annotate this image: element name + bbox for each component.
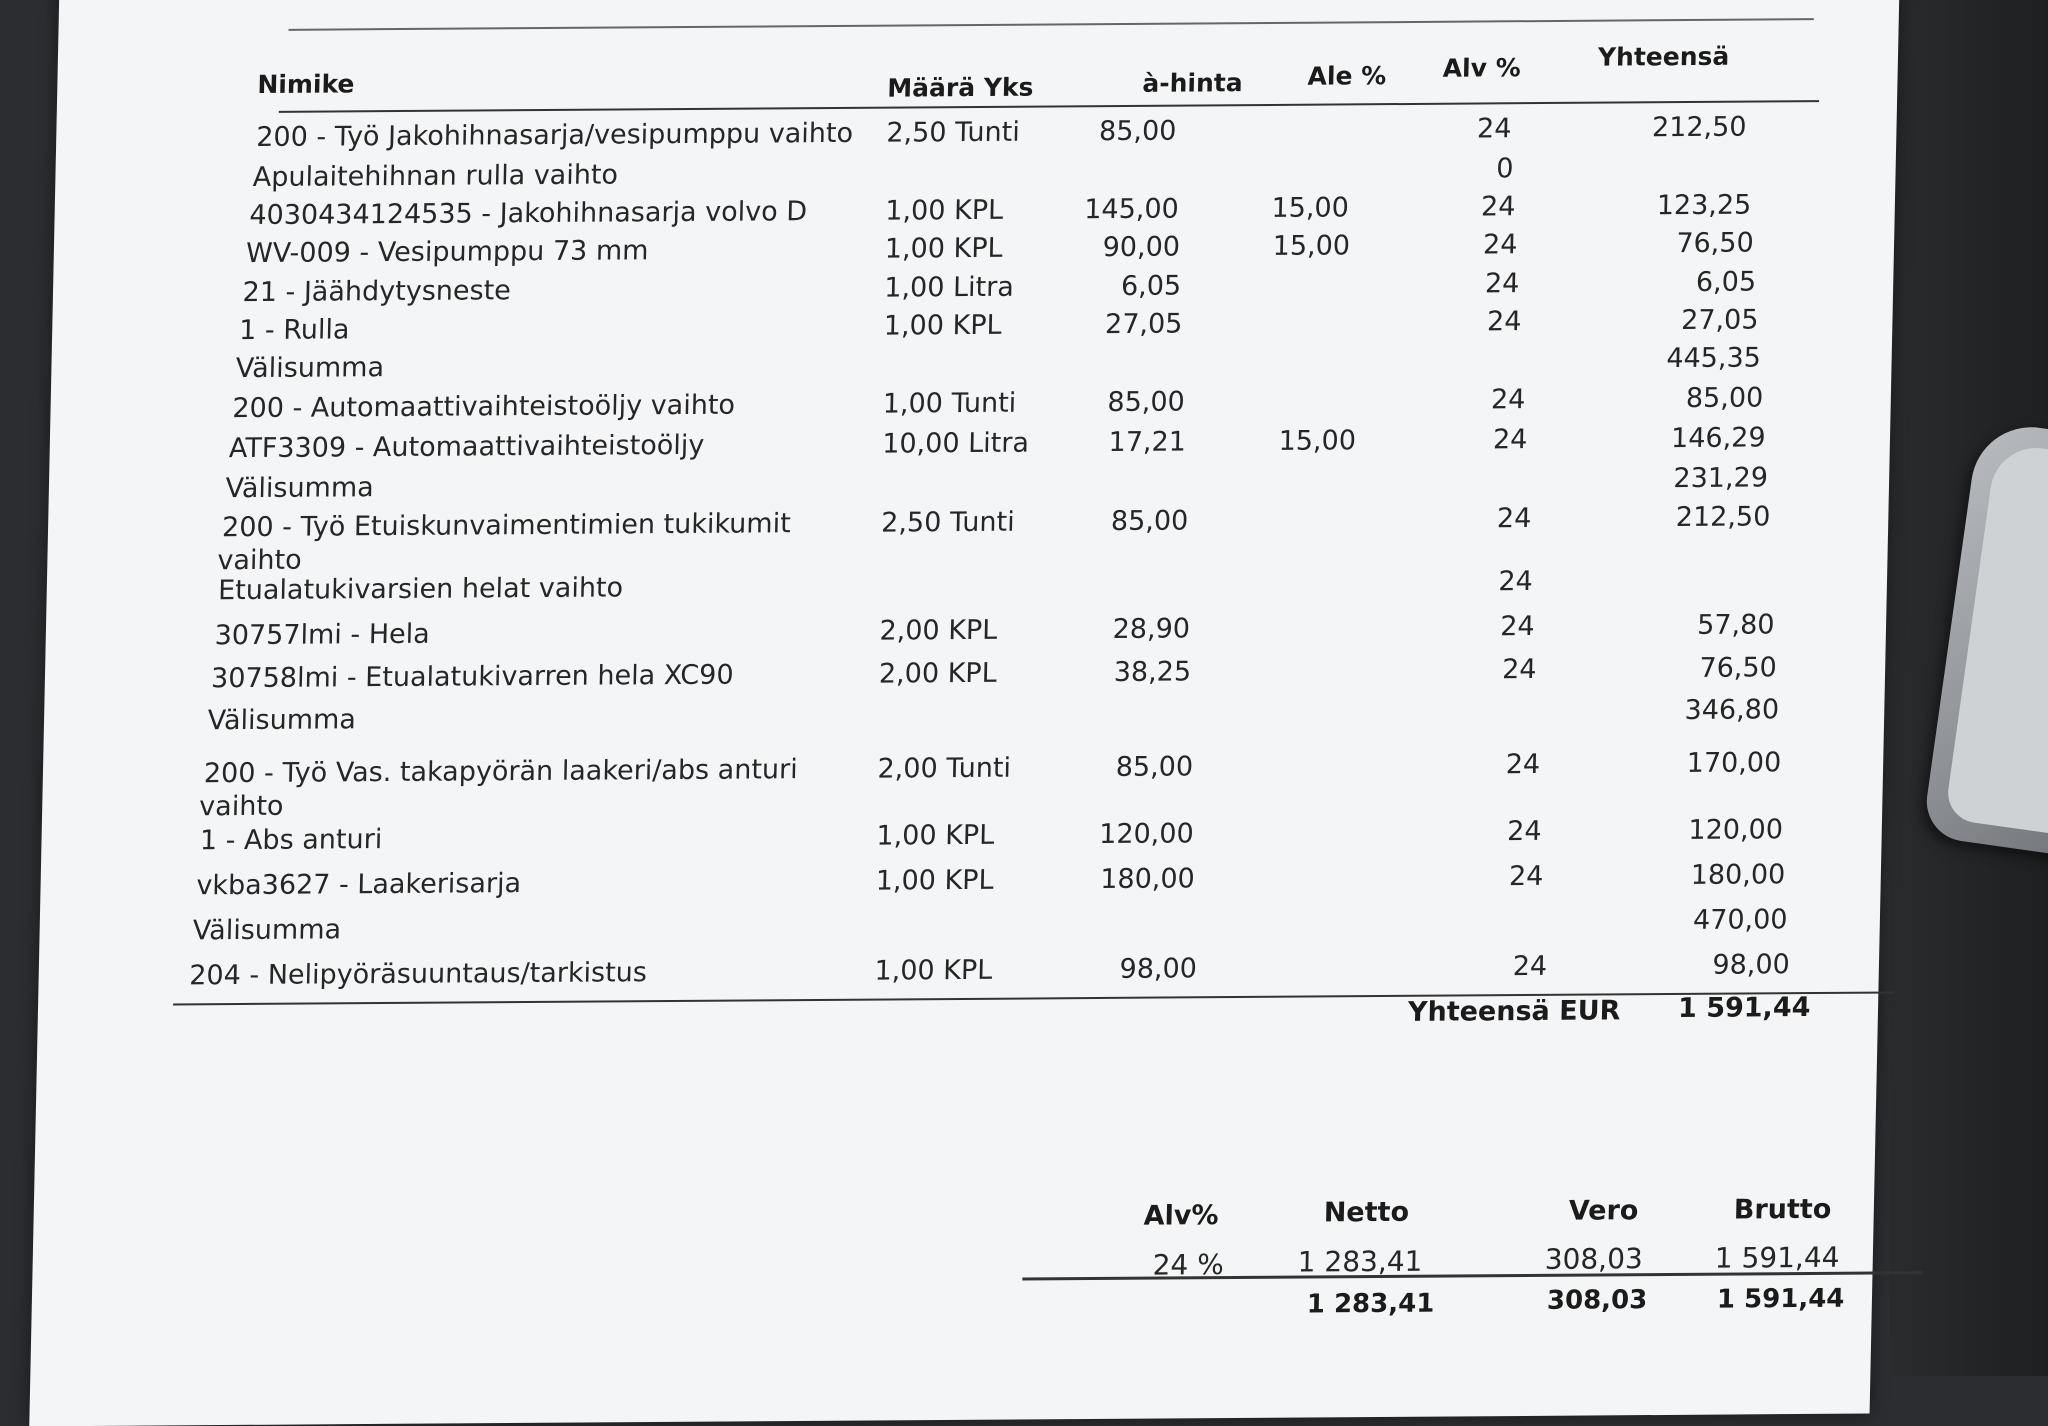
item-quantity: 1,00 Litra: [883, 271, 1015, 304]
item-total: 27,05: [1680, 304, 1759, 337]
item-vat-rate: 24: [1486, 306, 1522, 338]
item-description: ATF3309 - Automaattivaihteistoöljy: [228, 429, 705, 465]
item-quantity: 1,00 KPL: [874, 954, 993, 987]
item-total: 231,29: [1673, 462, 1769, 495]
item-description: Välisumma: [235, 352, 385, 385]
item-total: 212,50: [1651, 111, 1747, 144]
item-total: 470,00: [1692, 904, 1788, 936]
item-discount: [1163, 697, 1363, 698]
item-vat-rate: 24: [1498, 566, 1534, 598]
item-total: 445,35: [1666, 342, 1762, 375]
item-unit-price: 85,00: [1110, 505, 1189, 537]
vat-header-vero: Vero: [1568, 1195, 1639, 1227]
item-total: 212,50: [1675, 501, 1771, 534]
item-discount: 15,00: [1272, 230, 1351, 262]
item-discount: 15,00: [1271, 192, 1350, 224]
item-vat-rate: 24: [1501, 653, 1537, 686]
item-discount: [1166, 907, 1366, 908]
item-vat-rate: [1330, 464, 1530, 465]
item-unit-price: 27,05: [1104, 308, 1183, 341]
item-total: 180,00: [1690, 859, 1786, 891]
item-quantity: 2,50 Tunti: [880, 506, 1015, 539]
item-description: 30758lmi - Etualatukivarren hela XC90: [210, 659, 734, 695]
item-unit-price: 6,05: [1120, 270, 1182, 302]
invoice-paper: [29, 0, 1900, 1426]
item-total: 76,50: [1699, 652, 1778, 684]
item-total: 170,00: [1686, 747, 1782, 779]
item-quantity: 1,00 Tunti: [882, 387, 1017, 420]
item-description: 200 - Automaattivaihteistoöljy vaihto: [232, 389, 736, 425]
header-a-hinta: à-hinta: [1142, 68, 1243, 98]
item-total: 346,80: [1684, 694, 1780, 726]
item-description: Välisumma: [192, 914, 342, 947]
header-ale: Ale %: [1307, 61, 1387, 91]
vat-header-netto: Netto: [1323, 1196, 1410, 1229]
item-quantity: 2,00 Tunti: [877, 752, 1012, 785]
item-discount: [1159, 567, 1359, 568]
vat-total-vero: 308,03: [1546, 1285, 1648, 1316]
items-bottom-divider: [173, 991, 1893, 1005]
item-vat-rate: [1346, 906, 1546, 907]
item-quantity: 2,00 KPL: [879, 614, 998, 647]
item-unit-price: 180,00: [1099, 863, 1196, 896]
vat-header-brutto: Brutto: [1733, 1193, 1832, 1226]
item-discount: [1157, 465, 1357, 466]
header-nimike: Nimike: [257, 69, 355, 100]
item-vat-rate: 24: [1490, 384, 1526, 416]
item-unit-price: 38,25: [1113, 656, 1192, 688]
item-description: 1 - Abs anturi: [199, 824, 383, 857]
item-description: 200 - Työ Jakohihnasarja/vesipumppu vaihto: [255, 117, 854, 154]
item-vat-rate: 24: [1482, 229, 1518, 261]
item-total: 120,00: [1688, 814, 1784, 846]
header-alv: Alv %: [1442, 53, 1522, 83]
header-yhteensa: Yhteensä: [1597, 41, 1730, 72]
header-divider: [279, 100, 1819, 113]
item-vat-rate: 24: [1484, 268, 1520, 300]
item-unit-price: [987, 466, 1187, 467]
item-total: 85,00: [1685, 382, 1764, 414]
vat-row-alv: 24 %: [1152, 1248, 1225, 1282]
item-description: Välisumma: [225, 472, 375, 505]
item-quantity: 1,00 KPL: [883, 309, 1002, 342]
item-vat-rate: 24: [1505, 748, 1541, 781]
item-quantity: 1,00 KPL: [876, 819, 995, 852]
item-description: 204 - Nelipyöräsuuntaus/tarkistus: [188, 957, 648, 992]
item-quantity: 2,50 Tunti: [886, 116, 1021, 149]
item-description: 4030434124535 - Jakohihnasarja volvo D: [249, 196, 808, 232]
vat-total-brutto: 1 591,44: [1716, 1283, 1845, 1315]
item-vat-rate: 24: [1476, 113, 1512, 145]
item-unit-price: [978, 156, 1178, 157]
item-vat-rate: 24: [1496, 503, 1532, 535]
item-total: 6,05: [1695, 266, 1757, 298]
item-description: 200 - Työ Etuiskunvaimentimien tukikumit: [221, 508, 792, 544]
vat-row-brutto: 1 591,44: [1714, 1240, 1840, 1275]
item-total: [1573, 564, 1773, 565]
item-description: 1 - Rulla: [238, 314, 350, 347]
item-unit-price: [984, 347, 1184, 348]
vat-row-netto: 1 283,41: [1297, 1244, 1423, 1279]
item-discount: 15,00: [1278, 425, 1357, 457]
item-total: 98,00: [1712, 949, 1791, 981]
item-description: Etualatukivarsien helat vaihto: [217, 572, 624, 607]
item-unit-price: [996, 908, 1196, 909]
item-unit-price: 98,00: [1119, 953, 1198, 985]
item-description: vkba3627 - Laakerisarja: [196, 868, 522, 902]
item-description: WV-009 - Vesipumppu 73 mm: [245, 235, 649, 270]
item-quantity: 1,00 KPL: [875, 864, 994, 897]
item-discount: [1154, 345, 1354, 346]
item-unit-price: 120,00: [1098, 818, 1195, 851]
item-unit-price: 85,00: [1107, 386, 1186, 419]
item-vat-rate: 24: [1480, 191, 1516, 223]
header-maara-yks: Määrä Yks: [887, 72, 1034, 103]
item-total: 57,80: [1696, 609, 1775, 641]
total-value: 1 591,44: [1677, 992, 1811, 1024]
item-description: 30757lmi - Hela: [214, 618, 431, 652]
item-unit-price: [989, 568, 1189, 569]
item-vat-rate: 24: [1508, 860, 1544, 893]
item-quantity: 1,00 KPL: [885, 194, 1004, 227]
item-vat-rate: 24: [1512, 950, 1548, 983]
item-vat-rate: 24: [1492, 424, 1528, 456]
item-unit-price: 90,00: [1102, 231, 1181, 264]
item-quantity: 1,00 KPL: [884, 232, 1003, 265]
item-unit-price: 17,21: [1108, 426, 1187, 459]
item-unit-price: 85,00: [1098, 115, 1177, 148]
top-divider: [288, 18, 1813, 31]
item-total: 76,50: [1676, 227, 1755, 260]
item-description: Välisumma: [207, 704, 357, 737]
item-unit-price: 85,00: [1115, 751, 1194, 783]
item-vat-rate: [1339, 696, 1539, 697]
item-unit-price: [993, 698, 1193, 699]
item-quantity: 10,00 Litra: [881, 427, 1030, 460]
item-unit-price: 28,90: [1112, 613, 1191, 645]
vat-row-vero: 308,03: [1544, 1242, 1644, 1276]
item-vat-rate: 24: [1499, 611, 1535, 643]
item-total: 123,25: [1656, 189, 1752, 222]
item-vat-rate: [1324, 344, 1524, 345]
item-description: Apulaitehihnan rulla vaihto: [252, 159, 619, 194]
item-description: 200 - Työ Vas. takapyörän laakeri/abs anturi: [203, 754, 799, 790]
item-vat-rate: 24: [1506, 815, 1542, 848]
item-description-continued: vaihto: [198, 790, 284, 823]
item-description-continued: vaihto: [217, 544, 302, 577]
item-total: 146,29: [1670, 422, 1766, 455]
item-unit-price: 145,00: [1083, 193, 1180, 226]
total-label: Yhteensä EUR: [1407, 995, 1621, 1028]
vat-total-netto: 1 283,41: [1306, 1288, 1435, 1320]
item-vat-rate: 0: [1495, 153, 1514, 185]
item-total: [1549, 152, 1749, 153]
item-quantity: 2,00 KPL: [878, 657, 998, 690]
vat-header-alv: Alv%: [1143, 1200, 1219, 1232]
item-description: 21 - Jäähdytysneste: [242, 275, 512, 309]
